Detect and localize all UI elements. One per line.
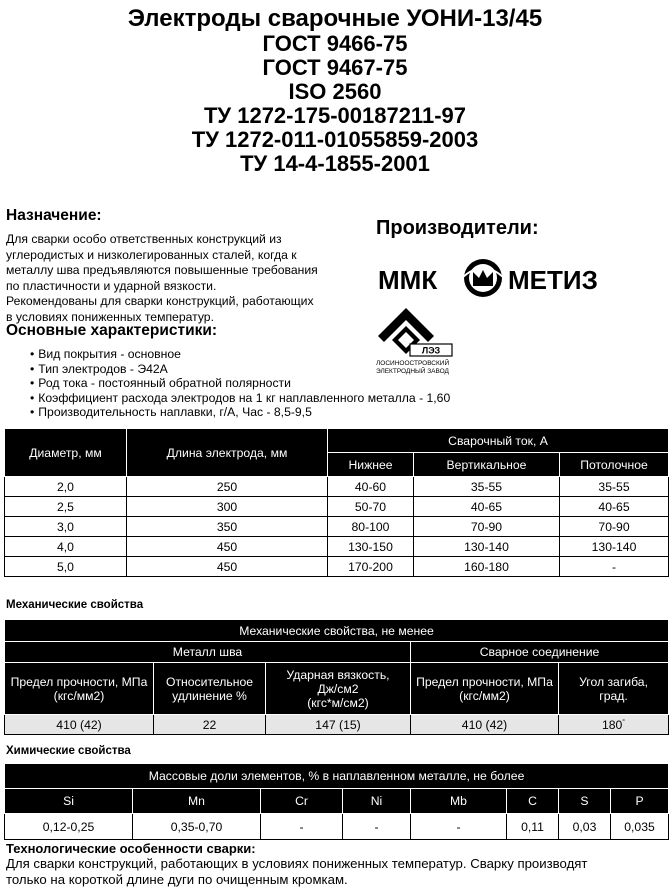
element-header: Ni [343, 789, 411, 814]
header-line: Угол загиба, [579, 674, 648, 689]
standard-line: ГОСТ 9466-75 [262, 31, 408, 56]
standard-line: ISO 2560 [288, 79, 382, 104]
chem-table [4, 763, 669, 840]
standard-line: ГОСТ 9467-75 [262, 55, 408, 80]
table-cell: 0,035 [611, 814, 669, 840]
table-cell: 40-60 [328, 477, 414, 497]
lez-name-line2: ЭЛЕКТРОДНЫЙ ЗАВОД [376, 368, 449, 375]
table-cell: 170-200 [328, 557, 414, 577]
table-cell: 2,0 [5, 477, 127, 497]
header-diameter: Диаметр, мм [5, 429, 127, 477]
list-item: • Производительность наплавки, г/А, Час - 8,5-9,5 [30, 405, 450, 420]
table-cell: 450 [127, 557, 328, 577]
header-lower: Нижнее [328, 453, 414, 477]
table-row [5, 497, 669, 517]
tech-heading: Технологические особенности сварки: [6, 841, 256, 856]
table-cell: 40-65 [560, 497, 669, 517]
table-cell: 147 (15) [266, 715, 411, 735]
table-cell: 70-90 [414, 517, 560, 537]
purpose-heading: Назначение: [6, 207, 102, 224]
purpose-line: по пластичности и ударной вязкости. [6, 278, 217, 293]
element-header: P [611, 789, 669, 814]
header-ceiling: Потолочное [560, 453, 669, 477]
table-cell: 2,5 [5, 497, 127, 517]
header-line: Дж/см2 [317, 681, 359, 696]
table-cell: 160-180 [414, 557, 560, 577]
mech-caption: Механические свойства [6, 599, 144, 611]
table-cell: 250 [127, 477, 328, 497]
table-cell: 410 (42) [5, 715, 154, 735]
table-row [5, 715, 669, 735]
header-line: Ударная вязкость, [286, 667, 390, 682]
header-line: удлинение % [172, 688, 247, 703]
header-tensile-weld [5, 663, 154, 715]
table-cell: - [343, 814, 411, 840]
purpose-line: металлу шва предъявляются повышенные требования [6, 263, 318, 278]
list-item: • Вид покрытия - основное [30, 347, 450, 362]
header-current: Сварочный ток, А [328, 429, 669, 453]
table-cell: 0,03 [559, 814, 611, 840]
table-cell: 300 [127, 497, 328, 517]
table-cell: 5,0 [5, 557, 127, 577]
lez-name-line1: ЛОСИНООСТРОВСКИЙ [376, 360, 450, 367]
purpose-line: Рекомендованы для сварки конструкций, работающих [6, 294, 314, 309]
producers-heading: Производители: [376, 217, 539, 239]
table-cell: 80-100 [328, 517, 414, 537]
table-cell: 0,11 [507, 814, 559, 840]
table-cell: 35-55 [414, 477, 560, 497]
header-joint: Сварное соединение [411, 642, 669, 663]
page-title: Электроды сварочные УОНИ-13/45 [127, 5, 543, 32]
purpose-line: Для сварки особо ответственных конструкций из [6, 232, 282, 246]
purpose-line: углеродистых и низколегированных сталей, когда к [6, 247, 297, 262]
degree-mark: ° [622, 718, 626, 726]
table-cell: 0,12-0,25 [5, 814, 133, 840]
header-elongation [154, 663, 266, 715]
mmk-logo-text: ММК [378, 265, 438, 295]
element-header: Mn [133, 789, 261, 814]
table-row [5, 814, 669, 840]
table-cell: 50-70 [328, 497, 414, 517]
table-cell: 410 (42) [411, 715, 559, 735]
element-header: C [507, 789, 559, 814]
tech-text-line: только на короткой длине дуги по очищенным кромкам. [6, 872, 348, 887]
header-vertical: Вертикальное [414, 453, 560, 477]
table-row [5, 517, 669, 537]
header-weld-metal: Металл шва [5, 642, 411, 663]
table-cell: - [560, 557, 669, 577]
table-cell [559, 715, 669, 735]
table-row [5, 477, 669, 497]
table-cell: 4,0 [5, 537, 127, 557]
characteristics-heading: Основные характеристики: [6, 322, 218, 339]
table-cell: 450 [127, 537, 328, 557]
header-line: град. [599, 688, 628, 703]
lez-abbr: ЛЭЗ [421, 345, 441, 356]
standard-line: ТУ 1272-011-01055859-2003 [191, 127, 479, 152]
list-item: • Род тока - постоянный обратной полярности [30, 376, 450, 391]
header-line: Предел прочности, МПа [10, 674, 148, 689]
mech-table [4, 619, 669, 735]
chem-main-header: Массовые доли элементов, % в наплавленном металле, не более [5, 764, 669, 789]
metiz-logo-text: МЕТИЗ [508, 265, 598, 295]
header-line: Предел прочности, МПа [416, 674, 553, 689]
standard-line: ТУ 14-4-1855-2001 [240, 151, 430, 176]
list-item: • Коэффициент расхода электродов на 1 кг наплавленного металла - 1,60 [30, 391, 450, 406]
table-row [5, 537, 669, 557]
mmk-emblem-icon [462, 259, 504, 297]
element-header: Cr [261, 789, 343, 814]
element-header: Mb [411, 789, 507, 814]
purpose-text [6, 232, 351, 326]
element-header: S [559, 789, 611, 814]
table-cell: 3,0 [5, 517, 127, 537]
table-cell: 130-140 [560, 537, 669, 557]
lez-logo [376, 306, 476, 376]
standard-line: ТУ 1272-175-00187211-97 [203, 103, 466, 128]
list-item: • Тип электродов - Э42А [30, 362, 450, 377]
header-length: Длина электрода, мм [127, 429, 328, 477]
header-impact [266, 663, 411, 715]
purpose-line: в условиях пониженных температур. [6, 309, 214, 324]
table-cell: 70-90 [560, 517, 669, 537]
header-tensile-joint [411, 663, 559, 715]
mech-main-header: Механические свойства, не менее [5, 620, 669, 642]
table-cell: - [261, 814, 343, 840]
element-header: Si [5, 789, 133, 814]
table-cell: 22 [154, 715, 266, 735]
table-cell: 350 [127, 517, 328, 537]
header-line: (кгс/мм2) [53, 688, 105, 703]
table-row [5, 557, 669, 577]
title-block [0, 6, 670, 176]
tech-section [6, 841, 666, 888]
table-cell: 35-55 [560, 477, 669, 497]
table-cell: 40-65 [414, 497, 560, 517]
table-cell: 130-140 [414, 537, 560, 557]
tech-text-line: Для сварки конструкций, работающих в условиях пониженных температур. Сварку производят [6, 856, 588, 871]
header-line: (кгс/мм2) [459, 688, 510, 703]
bend-value: 180 [601, 717, 623, 732]
table-cell: 0,35-0,70 [133, 814, 261, 840]
table-cell: 130-150 [328, 537, 414, 557]
chem-caption: Химические свойства [6, 745, 131, 757]
header-bend-angle [559, 663, 669, 715]
header-line: (кгс*м/см2) [307, 695, 369, 710]
table-cell: - [411, 814, 507, 840]
mmk-metiz-logo [378, 256, 598, 302]
current-table [4, 428, 669, 577]
header-line: Относительное [165, 674, 254, 689]
